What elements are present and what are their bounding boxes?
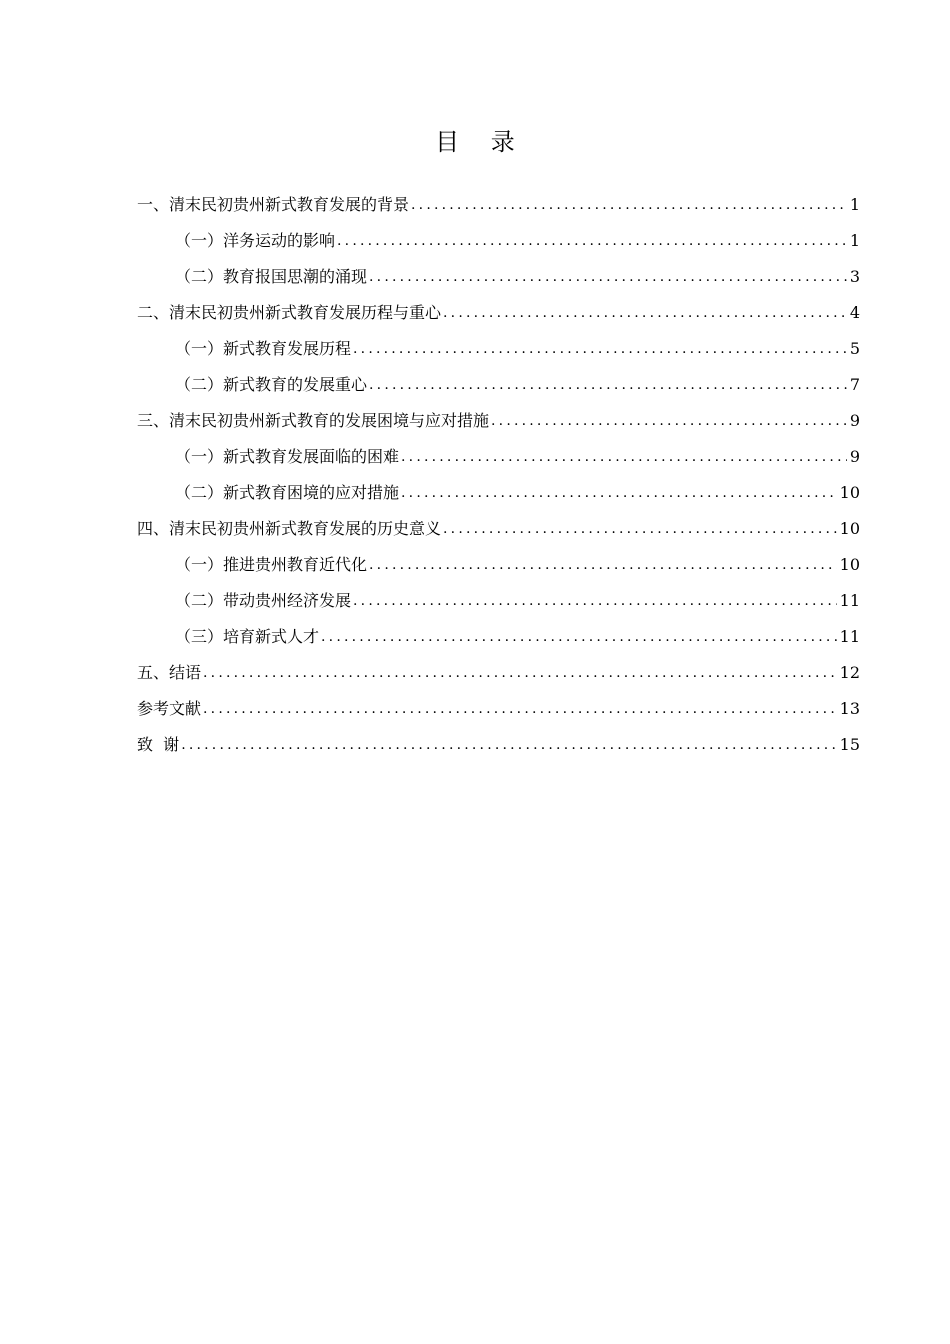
toc-page-number: 15 xyxy=(839,735,860,754)
toc-dot-leader xyxy=(491,411,847,431)
toc-page-number: 3 xyxy=(849,267,860,286)
toc-entry-text: （二）新式教育困境的应对措施 xyxy=(175,483,400,502)
toc-entry-text: （二）教育报国思潮的涌现 xyxy=(175,267,368,286)
table-of-contents xyxy=(137,187,860,763)
toc-entry-text: （三）培育新式人才 xyxy=(175,627,320,646)
toc-entry-text: 五、结语 xyxy=(137,663,202,682)
toc-entry-text: 二、清末民初贵州新式教育发展历程与重心 xyxy=(137,303,442,322)
toc-dot-leader xyxy=(353,339,847,359)
toc-entry[interactable] xyxy=(137,367,860,403)
toc-entry[interactable] xyxy=(137,331,860,367)
toc-entry[interactable] xyxy=(137,727,860,763)
toc-entry[interactable] xyxy=(137,475,860,511)
toc-entry[interactable] xyxy=(137,259,860,295)
page-title: 目 录 xyxy=(435,128,527,156)
toc-entry[interactable] xyxy=(137,655,860,691)
toc-page-number: 1 xyxy=(849,195,860,214)
toc-page-number: 12 xyxy=(839,663,860,682)
toc-entry[interactable] xyxy=(137,187,860,223)
toc-page-number: 7 xyxy=(849,375,860,394)
toc-entry-text: （一）新式教育发展面临的困难 xyxy=(175,447,400,466)
toc-entry-text: （一）新式教育发展历程 xyxy=(175,339,352,358)
toc-page-number: 10 xyxy=(839,555,860,574)
toc-dot-leader xyxy=(443,519,837,539)
toc-page-number: 4 xyxy=(849,303,860,322)
toc-dot-leader xyxy=(203,699,837,719)
toc-entry[interactable] xyxy=(137,583,860,619)
toc-entry[interactable] xyxy=(137,547,860,583)
toc-entry-text: 四、清末民初贵州新式教育发展的历史意义 xyxy=(137,519,442,538)
toc-entry-text: 一、清末民初贵州新式教育发展的背景 xyxy=(137,195,410,214)
toc-entry[interactable] xyxy=(137,511,860,547)
toc-dot-leader xyxy=(181,735,836,755)
toc-dot-leader xyxy=(443,303,847,323)
toc-dot-leader xyxy=(353,591,837,611)
toc-dot-leader xyxy=(337,231,847,251)
toc-page-number: 9 xyxy=(849,411,860,430)
toc-dot-leader xyxy=(369,375,847,395)
toc-dot-leader xyxy=(401,483,837,503)
toc-dot-leader xyxy=(401,447,847,467)
toc-entry[interactable] xyxy=(137,223,860,259)
toc-page-number: 9 xyxy=(849,447,860,466)
toc-entry-text: （一）洋务运动的影响 xyxy=(175,231,336,250)
toc-entry-text: 三、清末民初贵州新式教育的发展困境与应对措施 xyxy=(137,411,490,430)
toc-dot-leader xyxy=(321,627,837,647)
toc-entry[interactable] xyxy=(137,295,860,331)
toc-entry[interactable] xyxy=(137,403,860,439)
toc-entry-text: 致 谢 xyxy=(137,735,180,754)
toc-dot-leader xyxy=(203,663,837,683)
toc-entry-text: （二）新式教育的发展重心 xyxy=(175,375,368,394)
toc-entry-text: 参考文献 xyxy=(137,699,202,718)
toc-page-number: 11 xyxy=(839,627,860,646)
toc-page-number: 13 xyxy=(839,699,860,718)
toc-dot-leader xyxy=(369,555,837,575)
toc-entry-text: （二）带动贵州经济发展 xyxy=(175,591,352,610)
toc-entry[interactable] xyxy=(137,439,860,475)
toc-page-number: 1 xyxy=(849,231,860,250)
toc-entry[interactable] xyxy=(137,691,860,727)
toc-dot-leader xyxy=(411,195,847,215)
toc-page-number: 11 xyxy=(839,591,860,610)
toc-entry[interactable] xyxy=(137,619,860,655)
toc-dot-leader xyxy=(369,267,847,287)
toc-page-number: 5 xyxy=(849,339,860,358)
toc-page-number: 10 xyxy=(839,519,860,538)
toc-page-number: 10 xyxy=(839,483,860,502)
toc-entry-text: （一）推进贵州教育近代化 xyxy=(175,555,368,574)
